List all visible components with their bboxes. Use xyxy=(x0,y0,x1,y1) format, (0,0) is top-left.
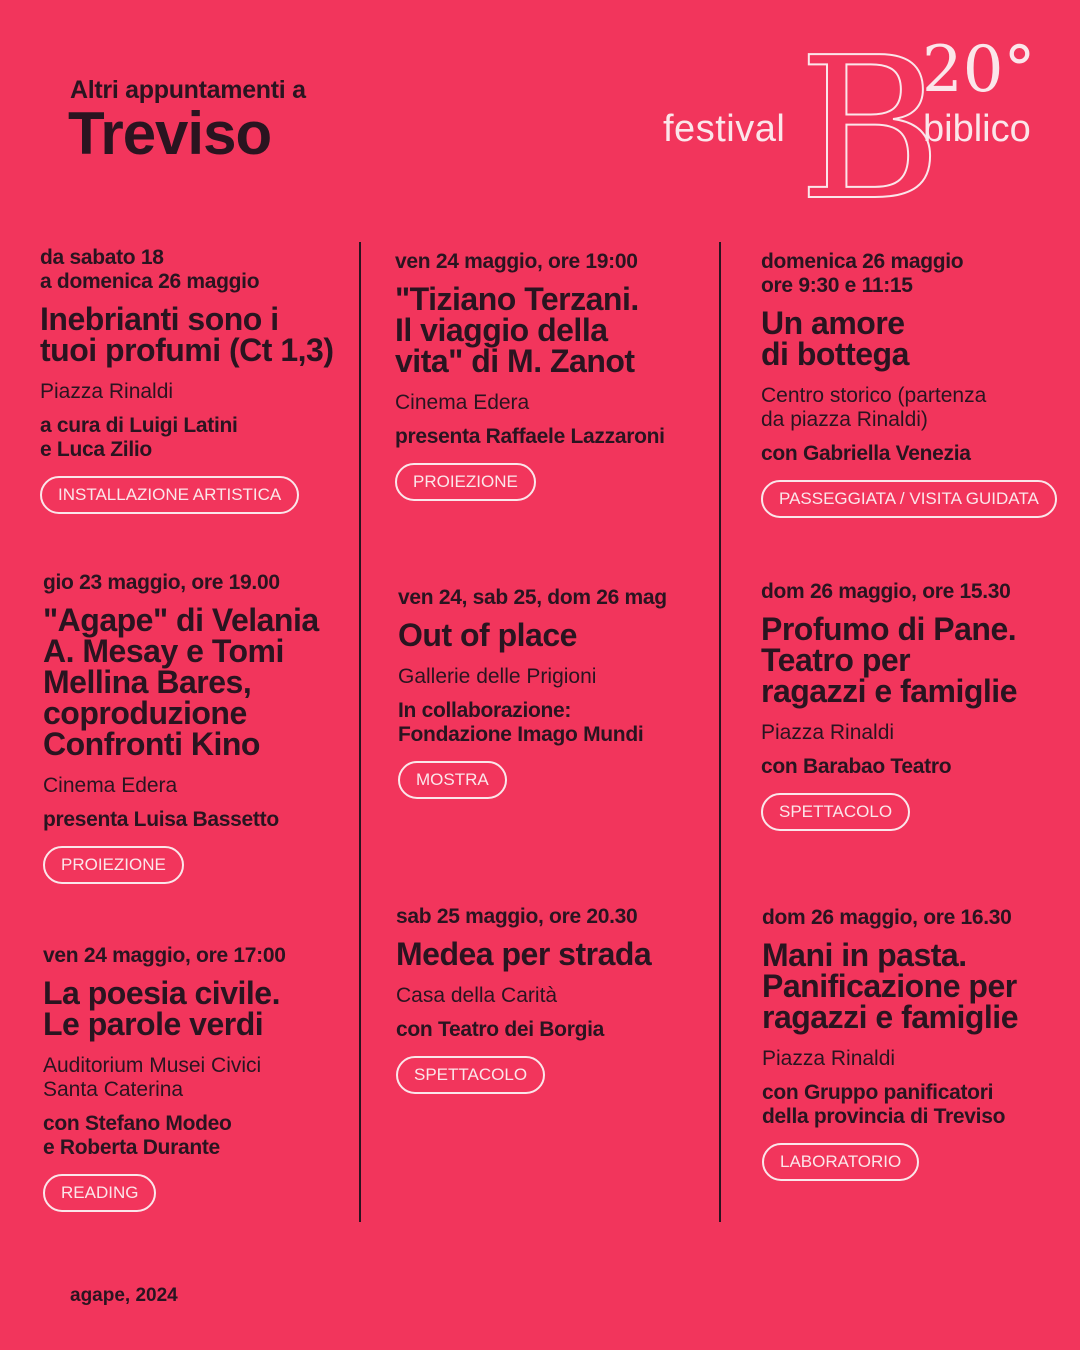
event-title: Mani in pasta. Panificazione per ragazzi e famiglie xyxy=(762,937,1018,1035)
page-title: Treviso xyxy=(68,100,272,167)
event-host: presenta Luisa Bassetto xyxy=(43,808,279,831)
event-venue: Piazza Rinaldi xyxy=(762,1047,896,1070)
event-tag: SPETTACOLO xyxy=(396,1056,545,1094)
event-host: con Gruppo panificatori della provincia di Treviso xyxy=(762,1081,1006,1128)
event-card xyxy=(40,246,350,514)
event-title: Inebrianti sono i tuoi profumi (Ct 1,3) xyxy=(40,301,334,368)
logo-word-festival: festival xyxy=(663,108,786,150)
event-date: sab 25 maggio, ore 20.30 xyxy=(396,905,638,928)
event-host: con Barabao Teatro xyxy=(761,755,952,778)
event-card xyxy=(43,944,353,1212)
event-venue: Piazza Rinaldi xyxy=(40,380,174,403)
event-card xyxy=(762,906,1072,1181)
event-host: presenta Raffaele Lazzaroni xyxy=(395,425,665,448)
event-title: Medea per strada xyxy=(396,936,652,972)
logo-edition-number: 20° xyxy=(922,33,1036,107)
event-tag: INSTALLAZIONE ARTISTICA xyxy=(40,476,299,514)
event-title: Out of place xyxy=(398,617,577,653)
logo-word-biblico: biblico xyxy=(923,108,1031,150)
event-tag: MOSTRA xyxy=(398,761,507,799)
event-title: La poesia civile. Le parole verdi xyxy=(43,975,280,1042)
event-venue: Cinema Edera xyxy=(395,391,530,414)
column-divider-1 xyxy=(359,242,361,1222)
event-venue: Gallerie delle Prigioni xyxy=(398,665,597,688)
event-card xyxy=(398,586,708,799)
event-title: Profumo di Pane. Teatro per ragazzi e famiglie xyxy=(761,611,1017,709)
event-host: con Teatro dei Borgia xyxy=(396,1018,605,1041)
event-host: con Stefano Modeo e Roberta Durante xyxy=(43,1112,232,1159)
event-card xyxy=(396,905,706,1094)
event-date: dom 26 maggio, ore 15.30 xyxy=(761,580,1011,603)
event-venue: Casa della Carità xyxy=(396,984,558,1007)
event-title: "Agape" di Velania A. Mesay e Tomi Mellina Bares, coproduzione Confronti Kino xyxy=(43,602,319,762)
event-date: da sabato 18 a domenica 26 maggio xyxy=(40,246,260,293)
logo-letter-b xyxy=(790,16,943,244)
event-venue: Centro storico (partenza da piazza Rinaldi) xyxy=(761,384,987,431)
event-date: gio 23 maggio, ore 19.00 xyxy=(43,571,280,594)
event-card xyxy=(761,250,1071,518)
event-card xyxy=(43,571,353,884)
logo-letter-b-text: B xyxy=(798,16,943,244)
event-host: In collaborazione: Fondazione Imago Mundi xyxy=(398,699,644,746)
event-venue: Auditorium Musei Civici Santa Caterina xyxy=(43,1054,262,1101)
event-tag: PASSEGGIATA / VISITA GUIDATA xyxy=(761,480,1057,518)
event-date: dom 26 maggio, ore 16.30 xyxy=(762,906,1012,929)
event-tag: SPETTACOLO xyxy=(761,793,910,831)
event-date: ven 24 maggio, ore 17:00 xyxy=(43,944,286,967)
event-title: "Tiziano Terzani. Il viaggio della vita" di M. Zanot xyxy=(395,281,639,379)
event-card xyxy=(761,580,1071,831)
event-card xyxy=(395,250,705,501)
event-tag: LABORATORIO xyxy=(762,1143,919,1181)
header-subtitle: Altri appuntamenti a xyxy=(70,76,306,104)
event-date: ven 24 maggio, ore 19:00 xyxy=(395,250,638,273)
column-divider-2 xyxy=(719,242,721,1222)
event-date: domenica 26 maggio ore 9:30 e 11:15 xyxy=(761,250,964,297)
event-title: Un amore di bottega xyxy=(761,305,909,372)
event-tag: PROIEZIONE xyxy=(43,846,184,884)
event-date: ven 24, sab 25, dom 26 mag xyxy=(398,586,667,609)
event-venue: Piazza Rinaldi xyxy=(761,721,895,744)
event-host: a cura di Luigi Latini e Luca Zilio xyxy=(40,414,238,461)
event-host: con Gabriella Venezia xyxy=(761,442,971,465)
event-venue: Cinema Edera xyxy=(43,774,178,797)
footer-credit: agape, 2024 xyxy=(70,1285,178,1306)
event-tag: PROIEZIONE xyxy=(395,463,536,501)
event-tag: READING xyxy=(43,1174,156,1212)
